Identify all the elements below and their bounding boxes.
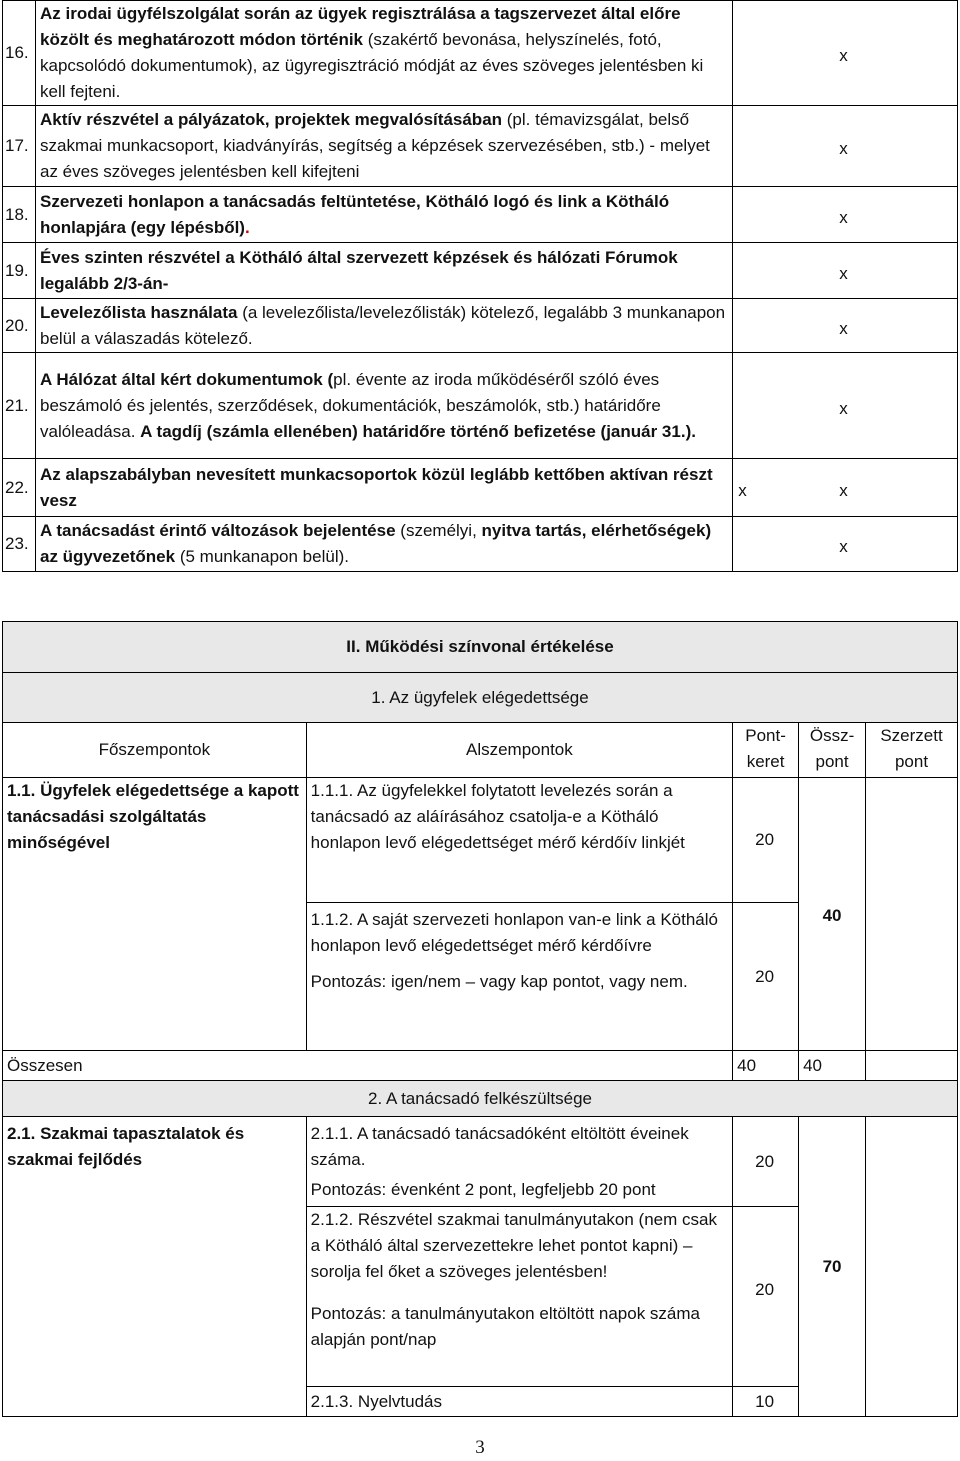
total-row-label: Összesen xyxy=(3,1051,733,1081)
check-marks xyxy=(733,459,958,517)
criteria-row xyxy=(3,187,958,243)
criterion-2-1: 2.1. Szakmai tapasztalatok és szakmai fejlődés xyxy=(3,1117,307,1417)
check-mark-2: x xyxy=(839,207,848,227)
criteria-text-part: Az irodai ügyfélszolgálat során az ügyek regisztrálása a tagszervezet által előre közölt és meghatározott módon történik xyxy=(39,4,681,49)
criteria-text xyxy=(35,1,732,106)
total-points-1: 40 xyxy=(799,778,866,1051)
total-points-2: 70 xyxy=(799,1117,866,1417)
subcriterion-2-1-3: 2.1.3. Nyelvtudás xyxy=(306,1387,732,1417)
criteria-text-part: (szakértő bevonása, helyszínelés, fotó, kapcsolódó dokumentumok), az ügyregisztráció módját az éves szöveges jelentésben ki kell fejteni. xyxy=(39,30,704,101)
check-marks xyxy=(733,243,958,299)
criteria-text xyxy=(35,459,732,517)
criteria-text-part: pl. évente az iroda működéséről szóló éves beszámoló és jelentés, szerződések, dokumentációk, beszámolók, stb.) határidőre valóleadása. xyxy=(39,369,661,441)
points-2-1-2: 20 xyxy=(733,1207,799,1387)
subcriterion-2-1-1: 2.1.1. A tanácsadó tanácsadóként eltöltött éveinek száma. Pontozás: évenként 2 pont, legfeljebb 20 pont xyxy=(306,1117,732,1207)
subsection-title-2: 2. A tanácsadó felkészültsége xyxy=(3,1081,958,1117)
criteria-row xyxy=(3,517,958,572)
subcriterion-1-1-2: 1.1.2. A saját szervezeti honlapon van-e link a Kötháló honlapon levő elégedettséget mérő kérdőívre Pontozás: igen/nem – vagy kap pontot, vagy nem. xyxy=(306,903,732,1051)
page-number: 3 xyxy=(475,1437,485,1458)
total-row-points: 40 xyxy=(733,1051,799,1081)
criteria-text-part: Szervezeti honlapon a tanácsadás feltüntetése, Kötháló logó és link a Kötháló honlapjára (egy lépésből) xyxy=(39,191,670,237)
row-number: 18. xyxy=(3,187,36,243)
criteria-text-part: Az alapszabályban nevesített munkacsoportok közül leglább kettőben aktívan részt vesz xyxy=(39,464,713,510)
check-mark-1: x xyxy=(738,480,747,500)
check-marks xyxy=(733,353,958,459)
criteria-text-part: A Hálózat által kért dokumentumok ( xyxy=(39,369,334,389)
criteria-text xyxy=(35,187,732,243)
criteria-row xyxy=(3,106,958,187)
criteria-text-part: (pl. témavizsgálat, belső szakmai munkacsoport, kiadványírás, segítség a képzések szervezésében, stb.) - melyet az éves szöveges jelentésben kell kifejteni xyxy=(39,110,710,181)
criteria-text xyxy=(35,243,732,299)
row-number: 23. xyxy=(3,517,36,572)
criteria-text-part: A tagdíj (számla ellenében) határidőre történő befizetése (január 31.). xyxy=(140,421,696,441)
points-1-1-1: 20 xyxy=(733,778,799,903)
points-2-1-1: 20 xyxy=(733,1117,799,1207)
criteria-text-part: (5 munkanapon belül). xyxy=(175,547,349,566)
total-row-sum: 40 xyxy=(799,1051,866,1081)
check-mark-2: x xyxy=(839,480,848,500)
check-mark-2: x xyxy=(839,139,848,158)
criteria-text-part: . xyxy=(244,217,250,237)
row-number: 19. xyxy=(3,243,36,299)
row-number: 17. xyxy=(3,106,36,187)
subsection-title-1: 1. Az ügyfelek elégedettsége xyxy=(3,673,958,723)
check-marks xyxy=(733,299,958,353)
row-number: 16. xyxy=(3,1,36,106)
criteria-text-part: (a levelezőlista/levelezőlisták) kötelező, legalább 3 munkanapon belül a válaszadás kötelező. xyxy=(39,302,726,348)
criteria-text xyxy=(35,517,732,572)
check-marks xyxy=(733,517,958,572)
check-marks xyxy=(733,187,958,243)
criteria-text-part: Éves szinten részvétel a Kötháló által szervezett képzések és hálózati Fórumok legalább 2/3-án- xyxy=(39,247,678,293)
points-2-1-3: 10 xyxy=(733,1387,799,1417)
row-number: 22. xyxy=(3,459,36,517)
check-mark-2: x xyxy=(839,263,848,283)
criteria-text-part: nyitva tartás, elérhetőségek) az ügyvezetőnek xyxy=(39,521,712,566)
points-1-1-2: 20 xyxy=(733,903,799,1051)
criteria-text xyxy=(35,106,732,187)
header-sub-criteria: Alszempontok xyxy=(306,723,732,778)
criteria-row xyxy=(3,353,958,459)
criteria-text-part: (személyi, xyxy=(395,521,482,540)
earned-points-2[interactable] xyxy=(866,1117,958,1417)
section-title: II. Működési színvonal értékelése xyxy=(3,622,958,673)
criteria-row xyxy=(3,243,958,299)
criteria-text xyxy=(35,353,732,459)
check-mark-2: x xyxy=(839,537,848,556)
criterion-1-1: 1.1. Ügyfelek elégedettsége a kapott tanácsadási szolgáltatás minőségével xyxy=(3,778,307,1051)
criteria-text-part: Aktív részvétel a pályázatok, projektek megvalósításában xyxy=(39,110,503,129)
subcriterion-2-1-2: 2.1.2. Részvétel szakmai tanulmányutakon (nem csak a Kötháló által szervezettekre lehet pontot kapni) – sorolja fel őket a szöveges jelentésben! Pontozás: a tanulmányutakon eltöltött napok száma alapján pont/nap xyxy=(306,1207,732,1387)
criteria-row xyxy=(3,1,958,106)
criteria-table xyxy=(2,0,958,572)
earned-points-1[interactable] xyxy=(866,778,958,1051)
header-earned-points: Szerzett pont xyxy=(866,723,958,778)
check-mark-2: x xyxy=(839,46,848,65)
header-total-points: Össz- pont xyxy=(799,723,866,778)
criteria-row xyxy=(3,299,958,353)
row-number: 21. xyxy=(3,353,36,459)
criteria-text xyxy=(35,299,732,353)
check-mark-2: x xyxy=(839,398,848,418)
criteria-text-part: Levelezőlista használata xyxy=(39,302,238,322)
check-mark-2: x xyxy=(839,318,848,338)
header-point-limit: Pont- keret xyxy=(733,723,799,778)
criteria-text-part: A tanácsadást érintő változások bejelentése xyxy=(39,521,396,540)
check-marks xyxy=(733,1,958,106)
check-marks xyxy=(733,106,958,187)
row-number: 20. xyxy=(3,299,36,353)
total-row-earned[interactable] xyxy=(866,1051,958,1081)
header-main-criteria: Főszempontok xyxy=(3,723,307,778)
criteria-row xyxy=(3,459,958,517)
subcriterion-1-1-1: 1.1.1. Az ügyfelekkel folytatott levelezés során a tanácsadó az aláírásához csatolja-e a Kötháló honlapon levő elégedettséget mérő kérdőív linkjét xyxy=(306,778,732,903)
evaluation-table xyxy=(2,621,958,1417)
